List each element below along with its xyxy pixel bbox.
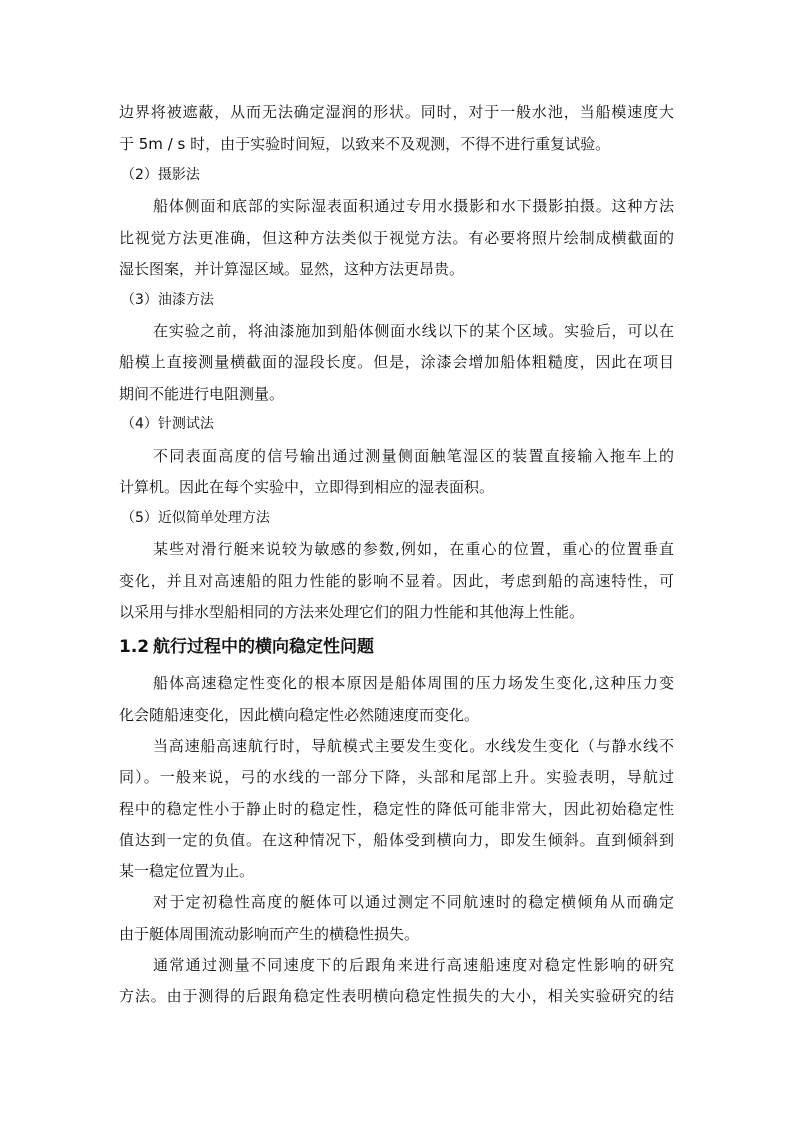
text-line: 程中的稳定性小于静止时的稳定性，稳定性的降低可能非常大，因此初始稳定性 — [119, 800, 674, 818]
text-line: 化会随船速变化，因此横向稳定性必然随速度而变化。 — [119, 706, 480, 724]
text-line: 对于定初稳性高度的艇体可以通过测定不同航速时的稳定横倾角从而确定 — [153, 893, 674, 911]
text-line: 船体侧面和底部的实际湿表面积通过专用水摄影和水下摄影拍摄。这种方法 — [153, 197, 674, 215]
text-line: 期间不能进行电阻测量。 — [119, 385, 285, 403]
text-line: 不同表面高度的信号输出通过测量侧面触笔湿区的装置直接输入拖车上的 — [153, 447, 674, 465]
text-line: 当高速船高速航行时，导航模式主要发生变化。水线发生变化（与静水线不 — [153, 737, 674, 755]
text-line: 方法。由于测得的后跟角稳定性表明横向稳定性损失的大小，相关实验研究的结 — [119, 987, 674, 1005]
text-line: 由于艇体周围流动影响而产生的横稳性损失。 — [119, 925, 420, 943]
text-line: 比视觉方法更准确，但这种方法类似于视觉方法。有必要将照片绘制成横截面的 — [119, 229, 674, 247]
text-line: 通常通过测量不同速度下的后跟角来进行高速船速度对稳定性影响的研究 — [153, 956, 674, 974]
text-line: 某一稳定位置为止。 — [119, 862, 255, 880]
subsection-title-approx: （5）近似简单处理方法 — [121, 510, 270, 526]
text-line: 值达到一定的负值。在这种情况下，船体受到横向力，即发生倾斜。直到倾斜到 — [119, 831, 674, 849]
text-line: 在实验之前，将油漆施加到船体侧面水线以下的某个区域。实验后，可以在 — [153, 322, 674, 340]
text-line: 边界将被遮蔽，从而无法确定湿润的形状。同时，对于一般水池，当船模速度大 — [119, 103, 674, 121]
text-line: 变化，并且对高速船的阻力性能的影响不显着。因此，考虑到船的高速特性，可 — [119, 572, 674, 590]
section-heading — [119, 636, 674, 658]
subsection-title-probe: （4）针测试法 — [121, 416, 214, 432]
section-number: 1.2 — [119, 637, 150, 657]
section-title: 航行过程中的横向稳定性问题 — [153, 637, 374, 657]
text-line: 船模上直接测量横截面的湿段长度。但是，涂漆会增加船体粗糙度，因此在项目 — [119, 353, 674, 371]
text-line: 以采用与排水型船相同的方法来处理它们的阻力性能和其他海上性能。 — [119, 603, 585, 621]
text-line: 湿长图案，并计算湿区域。显然，这种方法更昂贵。 — [119, 260, 465, 278]
subsection-title-paint: （3）油漆方法 — [121, 292, 214, 308]
text-line: 船体高速稳定性变化的根本原因是船体周围的压力场发生变化,这种压力变 — [153, 674, 674, 692]
text-line: 于 5m / s 时，由于实验时间短，以致来不及观测，不得不进行重复试验。 — [119, 135, 611, 153]
text-line: 某些对滑行艇来说较为敏感的参数,例如，在重心的位置，重心的位置垂直 — [153, 540, 674, 558]
text-line: 同）。一般来说，弓的水线的一部分下降，头部和尾部上升。实验表明，导航过 — [119, 768, 674, 786]
text-line: 计算机。因此在每个实验中，立即得到相应的湿表面积。 — [119, 478, 495, 496]
subsection-title-photography: （2）摄影法 — [121, 167, 200, 183]
